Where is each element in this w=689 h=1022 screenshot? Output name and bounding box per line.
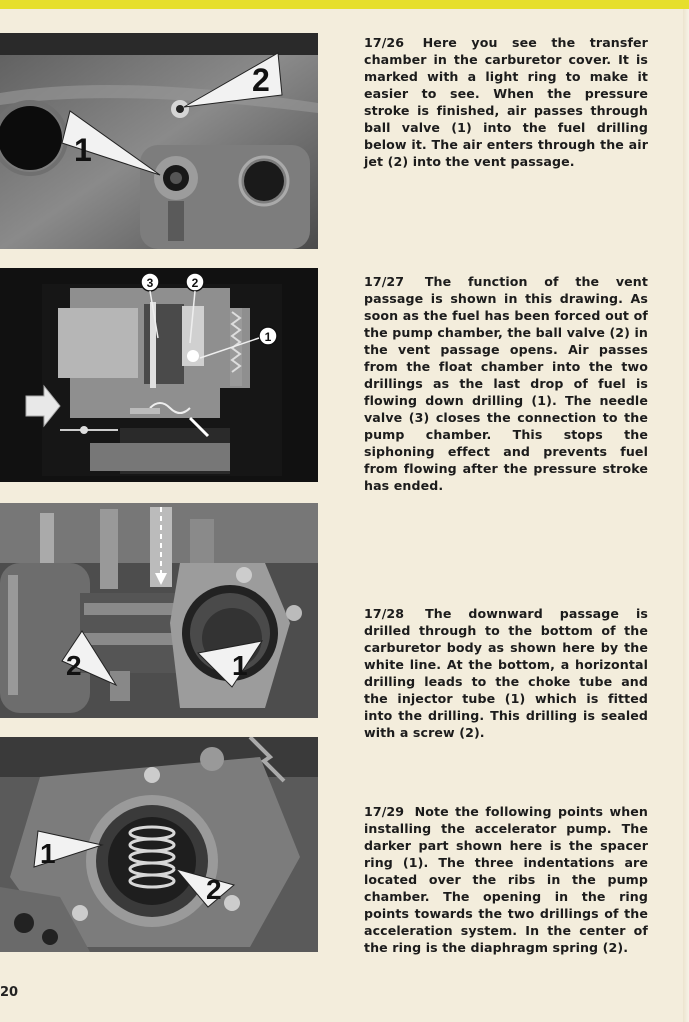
callout-label: 2	[66, 650, 82, 681]
callout-label: 1	[40, 838, 56, 869]
caption-17-29	[364, 803, 648, 956]
callout-label: 1	[264, 330, 272, 344]
caption-text: Here you see the transfer chamber in the carburetor cover. It is marked with a light ring to make it easier to see. When the pressure stroke is finished, air passes through ball valve (1) into the fuel drilling below it. The air enters through the air jet (2) into the vent passage.	[364, 35, 648, 169]
caption-number: 17/27	[364, 274, 405, 289]
callout-label: 2	[206, 874, 222, 905]
caption-17-27	[364, 273, 648, 494]
callout-label: 2	[252, 62, 270, 98]
callout-label: 1	[232, 650, 248, 681]
photo-accelerator-pump	[0, 737, 318, 952]
caption-text: The downward passage is drilled through to the bottom of the carburetor body as shown here by the white line. At the bottom, a horizontal drilling leads to the choke tube and the injector tube (1) which is fitted into the drilling. This drilling is sealed with a screw (2).	[364, 606, 648, 740]
photo-accelerator-pump-image	[0, 737, 318, 952]
photo-carburetor-body-image	[0, 503, 318, 718]
caption-text: Note the following points when installing the accelerator pump. The darker part shown here is the spacer ring (1). The three indentations are located over the ribs in the pump chamber. The opening in the ring points towards the two drillings of the acceleration system. In the center of the ring is the diaphragm spring (2).	[364, 804, 648, 955]
drawing-vent-passage-image	[0, 268, 318, 482]
callout-label: 3	[146, 276, 154, 290]
caption-number: 17/29	[364, 804, 405, 819]
caption-text: The function of the vent passage is shown in this drawing. As soon as the fuel has been forced out of the pump chamber, the ball valve (2) in the vent passage opens. Air passes from the float chamber into the two drillings as the last drop of fuel is flowing down drilling (1). The needle valve (3) closes the connection to the pump chamber. This stops the siphoning effect and prevents fuel from flowing after the pressure stroke has ended.	[364, 274, 648, 493]
drawing-vent-passage	[0, 268, 318, 482]
callout-label: 2	[191, 276, 199, 290]
caption-17-26	[364, 34, 648, 170]
caption-number: 17/26	[364, 35, 405, 50]
page-edge	[683, 9, 689, 1022]
photo-transfer-chamber-image	[0, 33, 318, 249]
caption-number: 17/28	[364, 606, 405, 621]
top-color-band	[0, 0, 689, 9]
caption-17-28	[364, 605, 648, 741]
photo-transfer-chamber	[0, 33, 318, 249]
page-number: 20	[0, 985, 19, 1000]
callout-label: 1	[74, 132, 92, 168]
photo-carburetor-body	[0, 503, 318, 718]
